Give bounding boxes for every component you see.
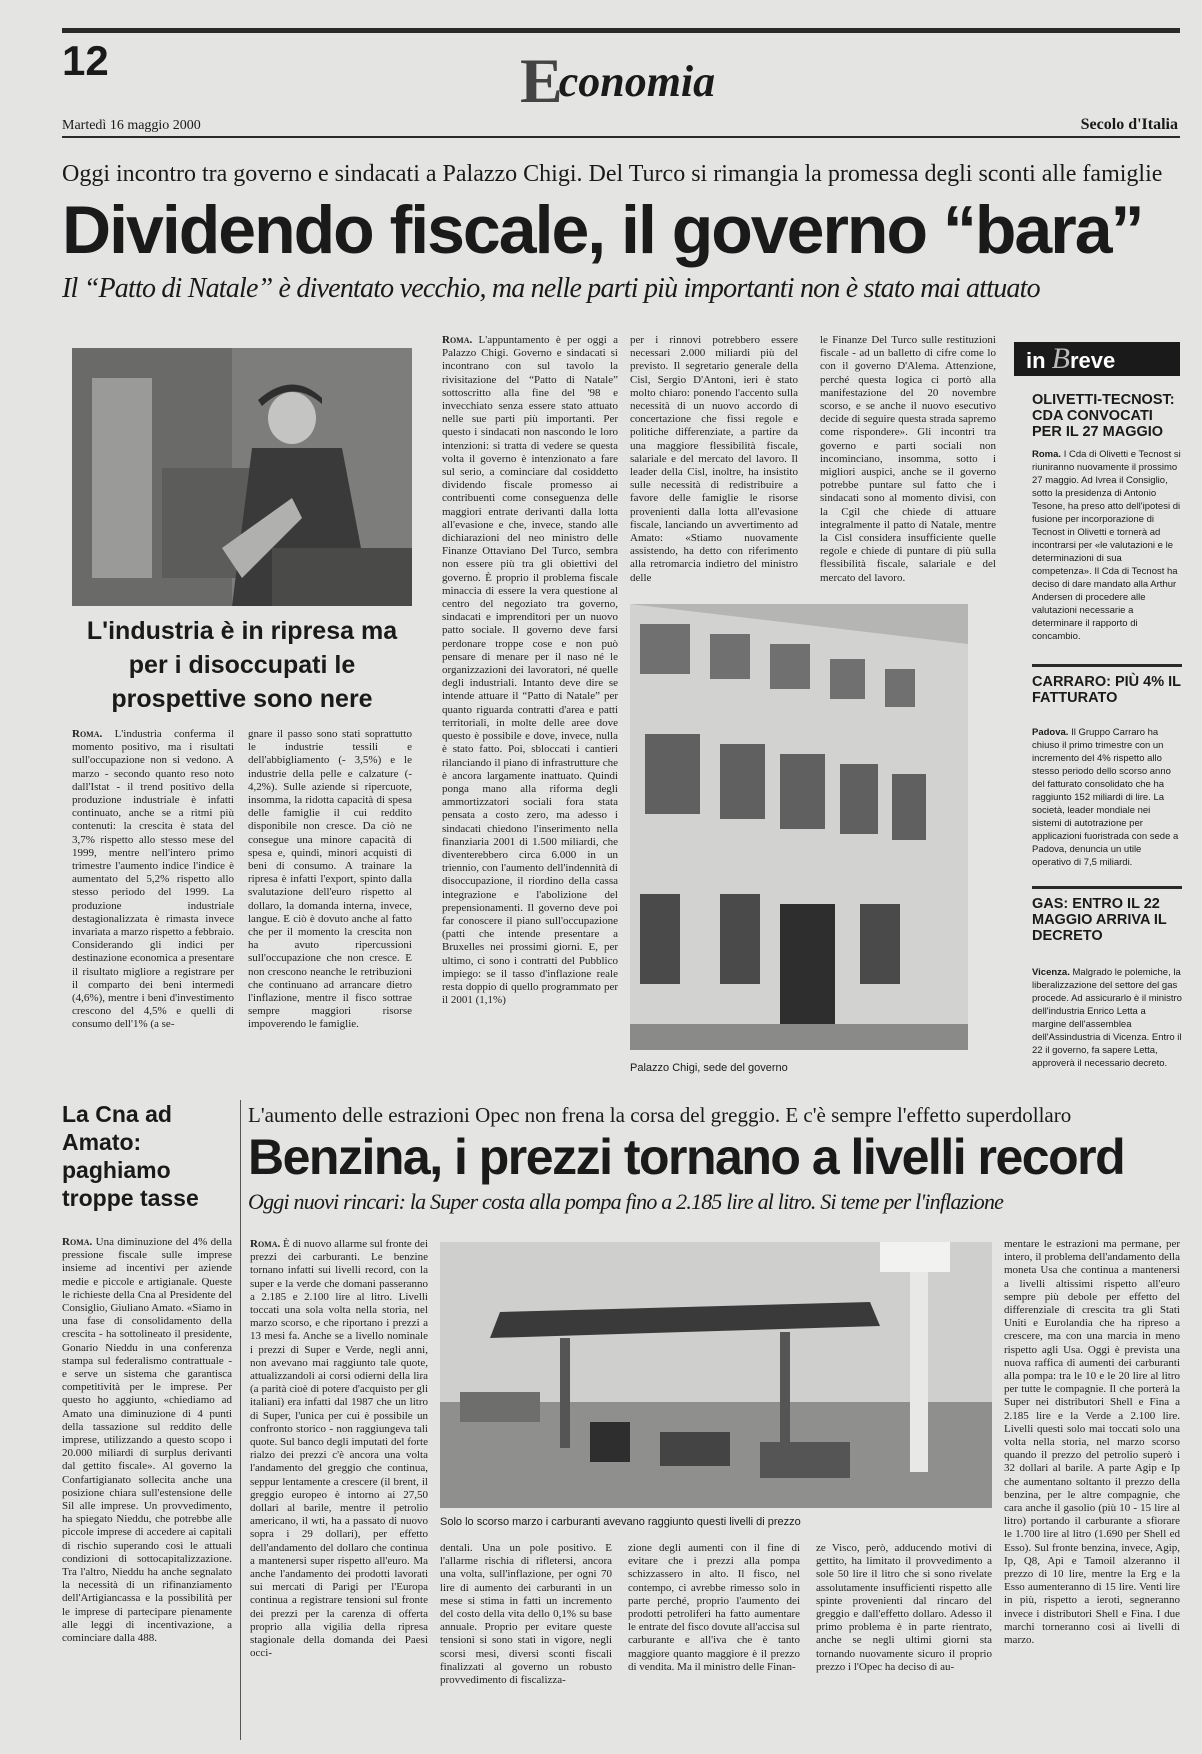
main-text-2: per i rinnovi potrebbero essere necessari 2.000 miliardi più del previsto. Il segretario generale della Cisl, Sergio D'Antoni, ieri è stato molto chiaro: ponendo l'accento sulla necessità di un nuovo accordo di concertazione che fissi regole e politiche differenziate, a partire da una maggiore flessibilità fiscale, salariale e del mercato del lavoro. Il leader della Cisl, inoltre, ha insistito sulle necessità di redistribuire a favore delle famiglie le risorse provenienti dalla lotta all'evasione fiscale, lanciando un avvertimento ad Amato: «Stiamo nuovamente assistendo, ha detto con riferimento alla retromarcia indietro del ministro delle xyxy=(630,334,798,584)
top-rule xyxy=(62,28,1180,33)
fuel-text-5: mentare le estrazioni ma permane, per intero, il problema dell'andamento della moneta Usa che continua a mantenersi a livelli altissimi rispetto all'euro sempre più debole per effetto del differenziale di crescita tra gli Stati Uniti e Eurolandia che ha ripreso a crescere, ma con una marcia in meno rispetto agli Usa. Oggi è prevista una nuova raffica di aumenti dei carburanti alla pompa: tra le 10 e le 20 lire al litro per tutte le compagnie. Il che porterà la Super nei distributori Shell e Fina a 2.185 lire e la Verde a 2.100 lire. Livelli questi solo mai toccati solo una volta nella storia, nel marzo scorso quando il prezzo del petrolio superò i 32 dollari al barile. A parte Agip e Ip che aumentano soltanto il prezzo della benzina, per le altre compagnie, che cara anche il gasolio (più 10 - 15 lire al litro) portando il carburante a sfiorare le 1.700 lire al litro (1.690 per Shell ed Esso). Sul fronte benzina, invece, Agip, Ip, Q8, Api e Tamoil alzeranno il prezzo di 10 lire, mentre la Erg e la Esso aumenteranno di 15 lire. Venti lire in più, rispetto a ieroti, segneranno invece i distributori Shell e Fina. I due marchi torneranno così ai livelli di marzo. xyxy=(1004,1238,1180,1647)
cna-headline: La Cna ad Amato: paghiamo troppe tasse xyxy=(62,1101,199,1211)
brief-rule-1 xyxy=(1032,664,1182,667)
fuel-kicker: L'aumento delle estrazioni Opec non frena la corsa del greggio. E c'è sempre l'effetto superdollaro xyxy=(248,1103,1072,1127)
brief-rule-2 xyxy=(1032,886,1182,889)
section-title xyxy=(520,45,716,116)
cna-dateline: Roma. xyxy=(62,1236,93,1248)
main-text-1: L'appuntamento è per oggi a Palazzo Chigi. Governo e sindacati si incontrano con sul tavolo la rivisitazione del “Patto di Natale” sottoscritto alla fine del '98 e invecchiato senza essere stato attuato nelle sue parti più importanti. Per questo i sindacati non nascondo le loro intenzioni: si tratta di vedere se questa volta il governo è intenzionato a fare sul serio, a cominciare dal cosiddetto dividendo fiscale promesso ai contribuenti come conseguenza delle maggiori entrate derivanti dalla lotta all'evasione e che, invece, stando alle dichiarazioni del neo ministro delle Finanze Ottaviano Del Turco, sembra non essere più tra gli obiettivi del governo. È proprio il problema fiscale minaccia di essere la vera questione al centro del negoziato tra governo, sindacati e imprenditori per un nuovo patto sociale. Il governo deve farsi perdonare troppe cose e non può pensare di menare per il naso né le organizzazioni dei lavoratori, né quelle degli industriali. Intanto deve dire se intende attuare il “Patto di Natale” per quanto riguarda contratti d'area e patti territoriali, in molte delle aree dove questo è possibile e dove, invece, nulla è stato fatto. Poi, sbloccati i cantieri rilanciando il piano di infrastrutture che è ancora largamente inattuato. Quindi ponga mano alla riforma degli ammortizzatori sociali fora stata pensata a costo zero, ma adesso i sindacati chiedono l'inserimento nella finanziaria 2001 di 1.500 miliardi, che diventerebbero circa 6.000 in un triennio, con l'aumento dell'indennità di disoccupazione, il riordino della cassa integrazione e l'abolizione del prepensionamenti. Il governo deve poi far conoscere il piano sull'occupazione (patti che intende presentare a Bruxelles nei prossimi giorni. E, per ultimo, ci sono i contratti del Pubblico impiego: se il tasso d'inflazione reale resta doppio di quello programmato per il 2001 (1,1%) xyxy=(442,334,618,1007)
brief-dateline-1: Roma. xyxy=(1032,449,1062,460)
in-breve-label xyxy=(1014,342,1180,376)
fuel-column-1 xyxy=(250,1238,428,1744)
masthead-rule xyxy=(62,136,1180,138)
brief-title-3: GAS: ENTRO IL 22 MAGGIO ARRIVA IL DECRETO xyxy=(1032,896,1167,944)
brief-text-1: I Cda di Olivetti e Tecnost si riuniranno nuovamente il prossimo 27 maggio. Ad Ivrea il Consiglio, sotto la presidenza di Antonio Tesone, ha preso atto dell'ipotesi di fusione per incorporazione di Tecnost in Olivetti e tornerà ad incontrarsi per «le valutazioni e le determinazioni di sua competenza». Il Cda di Tecnost ha deciso di dare mandato alla Arthur Andersen di procedere alle valutazioni necessarie a determinare il rapporto di concambio. xyxy=(1032,449,1181,642)
palazzo-chigi-photo xyxy=(630,604,968,1050)
brief-body-1 xyxy=(1032,448,1182,658)
industry-text-2: gnare il passo sono stati soprattutto le industrie tessili e dell'abbigliamento (- 3,5%) e le industrie della pelle e calzature (- 4,2%). Sulle aziende si ripercuote, insomma, la ridotta capacità di spesa delle famiglie il cui reddito disponibile non cresce. Da ciò ne consegue una minore capacità di spesa e, quindi, minori acquisti di beni di consumo. A trainare la ripresa è infatti l'export, spinto dalla svalutazione dell'euro rispetto al dollaro, la domanda interna, invece, langue. E ciò è dovuto anche al fatto che per il momento la crescita non ha avuto ripercussioni sull'occupazione che non cresce. E non crescono neanche le retribuzioni che continuano ad arrancare dietro l'inflazione, mentre il fisco sottrae sempre maggiori risorse impoverendo le famiglie. xyxy=(248,728,412,1031)
fuel-column-4 xyxy=(816,1542,992,1744)
in-breve-initial: B xyxy=(1051,342,1070,375)
fuel-text-1: È di nuovo allarme sul fronte dei prezzi dei carburanti. Le benzine tornano infatti sui livelli record, con la super e la verde che domani passeranno a 2.185 e 2.100 lire al litro. Livelli toccati una sola volta nella storia, nel marzo scorso, e che riportano i prezzi a 13 mesi fa. Anche se a livello nominale i prezzi di Super e Verde, negli anni, non avevano mai raggiunto tale quote, attualizzandoli ai corsi odierni della lira (a parità cioè di potere d'acquisto per gli italiani) era infatti dal 1987 che un litro di Super, l'unica per cui è possibile un confronto storico - non raggiungeva tali quote. Sul banco degli imputati del forte rialzo dei prezzi c'è ancora una volta l'andamento del greggio che continua, seppur lentamente a crescere (il brent, il greggio europeo è intorno ai 27,50 dollari al barile, mentre il petrolio americano, il wti, ha a passato di nuovo sopra i 29 dollari), per effetto dell'andamento del dollaro che continua a mantenersi super rispetto all'euro. Ma anche l'andamento dei prodotti lavorati sui mercati di Parigi per l'Europa continua a registrare tensioni sul fronte dei prezzi per la carenza di offerta proprio alla vigilia della ripresa stagionale della domanda dei Paesi occi- xyxy=(250,1238,428,1660)
fuel-dateline: Roma. xyxy=(250,1238,281,1250)
worker-illustration xyxy=(72,348,412,606)
main-subhead: Il “Patto di Natale” è diventato vecchio, ma nelle parti più importanti non è stato mai attuato xyxy=(62,273,1040,304)
cna-column xyxy=(62,1236,232,1744)
fuel-text-4: ze Visco, però, adducendo motivi di gettito, ha limitato il provvedimento a sole 50 lire il litro che si sono rivelate assolutamente insufficienti rispetto alle spinte provenienti dal rincaro del greggio e dall'effetto dollaro. Adesso il primo problema è in parte rientrato, anche se negli ultimi giorni sta tornando nuovamente sicuro il proprio prezzo i l'Opec ha deciso di au- xyxy=(816,1542,992,1673)
fuel-column-2 xyxy=(440,1542,612,1744)
brief-title-2: CARRARO: PIÙ 4% IL FATTURATO xyxy=(1032,674,1181,706)
industry-headline: L'industria è in ripresa ma per i disoccupati le prospettive sono nere xyxy=(86,617,398,713)
brief-text-3: Malgrado le polemiche, la liberalizzazione del settore del gas procede. Ad assicurarlo è il ministro dell'industria Enrico Letta a margine dell'assemblea dell'Assindustria di Vicenza. Entro il 22 il governo, fa sapere Letta, approverà il necessario decreto. xyxy=(1032,967,1182,1069)
page-number: 12 xyxy=(62,37,109,84)
palazzo-illustration xyxy=(630,604,968,1050)
brief-title-1: OLIVETTI-TECNOST: CDA CONVOCATI PER IL 27 MAGGIO xyxy=(1032,392,1175,440)
main-headline: Dividendo fiscale, il governo “bara” xyxy=(62,192,1143,268)
in-breve-prefix: in xyxy=(1026,348,1052,373)
main-text-3: le Finanze Del Turco sulle restituzioni fiscale - ad un balletto di cifre come lo con il governo D'Alema. Attenzione, perché questa logica ci portò alla manifestazione del 20 novembre scorso, e se anche il nuovo esecutivo decide di seguire questa strada sapremo come rispondere». Gli incontri tra governo e parti sociali non incominciano, insomma, sotto i migliori auspici, anche se il governo potrebbe puntare sul fatto che i sindacati sono al momento divisi, con la Cgil che chiede di attuare integralmente il patto di Natale, mentre la Cisl considera insufficiente quelle regole e chiede di puntare di più sulla flessibilità fiscale, salariale e del mercato del lavoro. xyxy=(820,334,996,584)
brief-body-2 xyxy=(1032,726,1182,880)
fuel-column-3 xyxy=(628,1542,800,1744)
main-kicker: Oggi incontro tra governo e sindacati a Palazzo Chigi. Del Turco si rimangia la promessa degli sconti alle famiglie xyxy=(62,161,1163,187)
worker-photo xyxy=(72,348,412,606)
section-initial: E xyxy=(520,45,563,116)
in-breve-rest: reve xyxy=(1070,348,1116,373)
palazzo-caption: Palazzo Chigi, sede del governo xyxy=(630,1062,788,1074)
gas-station-caption: Solo lo scorso marzo i carburanti avevano raggiunto questi livelli di prezzo xyxy=(440,1516,801,1528)
fuel-text-2: dentali. Una un pole positivo. E l'allarme rischia di rifletersi, ancora una volta, sull'inflazione, per ogni 70 lire di aumento dei carburanti in un mese si stima in fatti un incremento del costo della vita dello 0,1% su base annuale. Proprio per evitare queste tensioni si sono stati in vigore, negli scorsi mesi, diversi sconti fiscali finalizzati al governo un robusto provvedimento di fiscalizza- xyxy=(440,1542,612,1687)
industry-text-1: L'industria conferma il momento positivo, ma i risultati sull'occupazione non si vedono. A marzo - secondo quanto reso noto dall'Istat - il trend positivo della produzione industriale è infatti continuato, anche se a ritmi più contenuti: la crescita è stata del 3,7% rispetto allo stesso mese del 1999, mentre nell'intero primo trimestre l'aumento indice l'indice è aumentato del 5,2% rispetto allo stesso periodo del 1999. La produzione industriale destagionalizzata è rimasta invece invariata a marzo rispetto a febbraio. Considerando gli indici per destinazione economica a presentare il risultato migliore a registrare per il comparto dei beni intermedi (4,6%), mentre i beni d'investimento crescono del 4,5% e quelli di consumo dell'1% (a se- xyxy=(72,728,234,1031)
fuel-subhead: Oggi nuovi rincari: la Super costa alla pompa fino a 2.185 lire al litro. Si teme per l'inflazione xyxy=(248,1189,1004,1214)
section-rest: conomia xyxy=(558,57,716,106)
fuel-text-3: zione degli aumenti con il fine di evitare che i prezzi alla pompa schizzassero in alto. Il fisco, nel contempo, ci avrebbe rimesso solo in parte perché, proprio l'aumento dei prodotti petroliferi ha fatto aumentare le entrate del fisco dovute all'accisa sul carburante e all'iva che è tanto maggiore quanto maggiore è il prezzo di vendita. Ma il ministro delle Finan- xyxy=(628,1542,800,1673)
industry-dateline: Roma. xyxy=(72,728,103,740)
main-column-3 xyxy=(820,334,996,588)
main-column-2 xyxy=(630,334,798,588)
brief-dateline-2: Padova. xyxy=(1032,727,1069,738)
newspaper-name: Secolo d'Italia xyxy=(1080,116,1178,133)
gas-station-illustration xyxy=(440,1242,992,1508)
fuel-headline: Benzina, i prezzi tornano a livelli record xyxy=(248,1129,1125,1185)
column-divider xyxy=(240,1100,241,1740)
fuel-column-5 xyxy=(1004,1238,1180,1744)
industry-column-2 xyxy=(248,728,412,1070)
brief-dateline-3: Vicenza. xyxy=(1032,967,1070,978)
main-dateline: Roma. xyxy=(442,334,473,346)
gas-station-photo xyxy=(440,1242,992,1508)
main-column-1 xyxy=(442,334,618,1074)
industry-column-1 xyxy=(72,728,234,1070)
cna-text: Una diminuzione del 4% della pressione fiscale sulle imprese insieme ad incentivi per aziende medie e piccole e artigianale. Queste le richieste della Cna al Presidente del Consiglio, Giuliano Amato. «Siamo in una fase di consolidamento della crescita - ha sottolineato il presidente, Gonario Nieddu in una conferenza stampa sul federalismo contrattuale - e serve un sistema che garantisca competitività per le imprese. Per questo ho aggiunto, «chiediamo ad Amato una diminuzione di 4 punti della tassazione sul reddito delle imprese, utilizzando a questo scopo i 20.000 miliardi di surplus derivanti dal gettito fiscale». Al governo la Confartigianato sollecita anche una posizione chiara sull'estensione delle Sil alle imprese. Un provvedimento, ha spiegato Nieddu, che potrebbe alle piccole imprese di accedere ai capitali di rischio superando così le attuali condizioni di sottocapitalizzazione. Tra l'altro, Nieddu ha anche segnalato la necessità di un rifinanziamento dell'Artigiancassa e la possibilità per le imprese di partecipare pienamente alle leggi di incentivazione, a cominciare dalla 488. xyxy=(62,1236,232,1645)
issue-date: Martedì 16 maggio 2000 xyxy=(62,118,201,133)
brief-body-3 xyxy=(1032,966,1182,1076)
brief-text-2: Il Gruppo Carraro ha chiuso il primo trimestre con un incremento del 4% rispetto allo stesso periodo dello scorso anno del fatturato consolidato che ha raggiunto 152 miliardi di lire. La società, leader mondiale nei sistemi di autotrazione per applicazioni fuoristrada con sede a Padova, denuncia un utile operativo di 7,5 miliardi. xyxy=(1032,727,1179,868)
